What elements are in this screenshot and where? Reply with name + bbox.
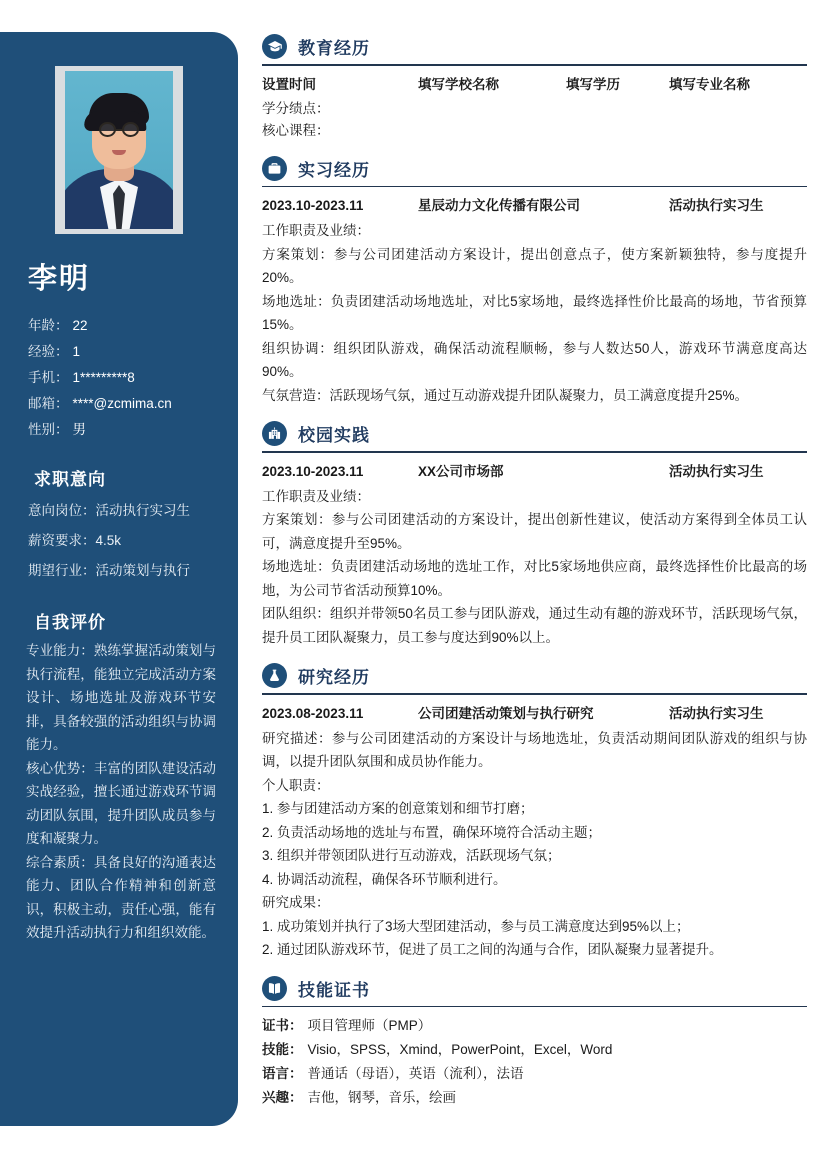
job-intent-list (22, 496, 216, 586)
contact-label: 年龄： (28, 318, 69, 333)
self-eval-heading: 自我评价 (34, 613, 106, 632)
skills-label: 兴趣： (262, 1090, 303, 1106)
section-title: 研究经历 (298, 668, 370, 688)
contact-value: 22 (72, 318, 88, 333)
research-line: 2. 通过团队游戏环节，促进了员工之间的沟通与合作，团队凝聚力显著提升。 (262, 942, 723, 958)
education-gpa: 学分绩点： (262, 100, 330, 116)
section-divider (262, 64, 807, 66)
internship-date: 2023.10-2023.11 (262, 198, 364, 214)
section-header (262, 663, 807, 693)
skills-label: 技能： (262, 1042, 303, 1058)
research-entry-header (262, 702, 807, 726)
main-content (262, 0, 807, 1114)
contact-value: 1 (72, 344, 81, 359)
profile-photo-image (65, 71, 173, 229)
skills-label: 语言： (262, 1066, 303, 1082)
graduation-cap-icon (262, 34, 287, 59)
school-building-icon (262, 421, 287, 446)
section-divider (262, 186, 807, 188)
skills-row-languages (262, 1062, 807, 1086)
internship-entry-header (262, 194, 807, 218)
section-skills (262, 976, 807, 1111)
education-column-school: 填写学校名称 (418, 76, 499, 92)
section-education (262, 34, 807, 142)
internship-role: 活动执行实习生 (669, 198, 764, 214)
contact-info-item (28, 365, 216, 391)
sidebar (0, 32, 238, 1126)
campus-date: 2023.10-2023.11 (262, 463, 364, 479)
section-header (262, 976, 807, 1006)
education-column-time: 设置时间 (262, 76, 316, 92)
research-line: 3. 组织并带领团队进行互动游戏，活跃现场气氛； (262, 848, 561, 864)
skills-label: 证书： (262, 1018, 303, 1034)
education-courses: 核心课程： (262, 122, 330, 138)
self-eval-paragraph: 核心优势：丰富的团队建设活动实战经验，擅长通过游戏环节调动团队氛围，提升团队成员参与度和凝聚力。 (26, 760, 216, 846)
research-line: 1. 参与团建活动方案的创意策划和细节打磨； (262, 801, 534, 817)
contact-info-list (22, 313, 216, 443)
education-columns (262, 73, 807, 97)
flask-icon (262, 663, 287, 688)
candidate-name: 李明 (28, 263, 91, 295)
self-eval-paragraph: 专业能力：熟练掌握活动策划与执行流程，能独立完成活动方案设计、场地选址及游戏环节安排，具备较强的活动组织与协调能力。 (26, 643, 216, 752)
section-title: 技能证书 (298, 980, 370, 1000)
job-intent-item: 意向岗位：活动执行实习生 (28, 503, 190, 518)
education-column-major: 填写专业名称 (669, 76, 750, 92)
contact-label: 性别： (28, 422, 69, 437)
internship-org: 星辰动力文化传播有限公司 (418, 198, 580, 214)
contact-info-item (28, 339, 216, 365)
campus-line: 团队组织：组织并带领50名员工参与团队游戏，通过生动有趣的游戏环节，活跃现场气氛，提升员工团队凝聚力，员工参与度达到90%以上。 (262, 606, 807, 645)
skills-row-skills (262, 1038, 807, 1062)
research-line: 研究成果： (262, 895, 330, 911)
internship-line: 场地选址：负责团建活动场地选址，对比5家场地，最终选择性价比最高的场地，节省预算15%。 (262, 293, 807, 333)
research-line: 个人职责： (262, 777, 330, 793)
campus-org: XX公司市场部 (418, 463, 504, 479)
section-research (262, 663, 807, 962)
research-line: 2. 负责活动场地的选址与布置，确保环境符合活动主题； (262, 824, 602, 840)
section-internship (262, 156, 807, 408)
section-header (262, 421, 807, 451)
campus-role: 活动执行实习生 (669, 463, 764, 479)
contact-info-item (28, 313, 216, 339)
briefcase-icon (262, 156, 287, 181)
contact-label: 经验： (28, 344, 69, 359)
research-line: 研究描述：参与公司团建活动的方案设计与场地选址，负责活动期间团队游戏的组织与协调，以提升团队氛围和成员协作能力。 (262, 730, 807, 770)
job-intent-item: 薪资要求：4.5k (28, 533, 122, 548)
internship-line: 工作职责及业绩： (262, 223, 370, 239)
job-intent-item: 期望行业：活动策划与执行 (28, 563, 190, 578)
campus-line: 工作职责及业绩： (262, 488, 370, 504)
section-title: 校园实践 (298, 426, 370, 446)
research-line: 1. 成功策划并执行了3场大型团建活动，参与员工满意度达到95%以上； (262, 918, 690, 934)
self-eval-body (22, 639, 216, 945)
contact-label: 手机： (28, 370, 69, 385)
contact-label: 邮箱： (28, 396, 69, 411)
section-header (262, 156, 807, 186)
internship-line: 组织协调：组织团队游戏，确保活动流程顺畅，参与人数达50人，游戏环节满意度高达90%。 (262, 340, 807, 380)
research-line: 4. 协调活动流程，确保各环节顺利进行。 (262, 871, 507, 887)
section-header (262, 34, 807, 64)
self-eval-paragraph: 综合素质：具备良好的沟通表达能力、团队合作精神和创新意识，积极主动，责任心强，能有效提升活动执行力和组织效能。 (26, 854, 216, 940)
skills-value: Visio，SPSS，Xmind，PowerPoint，Excel，Word (307, 1042, 613, 1058)
contact-info-item (28, 391, 216, 417)
skills-row-interests (262, 1086, 807, 1110)
research-topic: 公司团建活动策划与执行研究 (418, 705, 594, 721)
open-book-icon (262, 976, 287, 1001)
internship-line: 方案策划：参与公司团建活动方案设计，提出创意点子，使方案新颖独特，参与度提升20%。 (262, 246, 807, 286)
job-intent-heading: 求职意向 (34, 470, 106, 489)
section-title: 实习经历 (298, 160, 370, 180)
section-divider (262, 693, 807, 695)
research-role: 活动执行实习生 (669, 705, 764, 721)
campus-line: 场地选址：负责团建活动场地的选址工作，对比5家场地供应商，最终选择性价比最高的场地，为公司节省活动预算10%。 (262, 559, 807, 598)
section-campus-practice (262, 421, 807, 649)
skills-value: 项目管理师（PMP） (307, 1018, 432, 1034)
contact-info-item (28, 417, 216, 443)
contact-value: 男 (72, 422, 86, 437)
campus-line: 方案策划：参与公司团建活动的方案设计，提出创新性建议，使活动方案得到全体员工认可，满意度提升至95%。 (262, 512, 807, 551)
profile-photo (55, 66, 183, 234)
campus-entry-header (262, 460, 807, 484)
skills-row-certificate (262, 1014, 807, 1038)
contact-value: ****@zcmima.cn (72, 396, 172, 411)
section-divider (262, 451, 807, 453)
internship-line: 气氛营造：活跃现场气氛，通过互动游戏提升团队凝聚力，员工满意度提升25%。 (262, 387, 749, 403)
section-title: 教育经历 (298, 39, 370, 58)
skills-value: 吉他，钢琴，音乐，绘画 (307, 1090, 456, 1106)
contact-value: 1*********8 (72, 370, 135, 385)
education-column-degree: 填写学历 (566, 76, 620, 92)
research-date: 2023.08-2023.11 (262, 705, 364, 721)
section-divider (262, 1006, 807, 1008)
skills-value: 普通话（母语），英语（流利），法语 (307, 1066, 524, 1082)
